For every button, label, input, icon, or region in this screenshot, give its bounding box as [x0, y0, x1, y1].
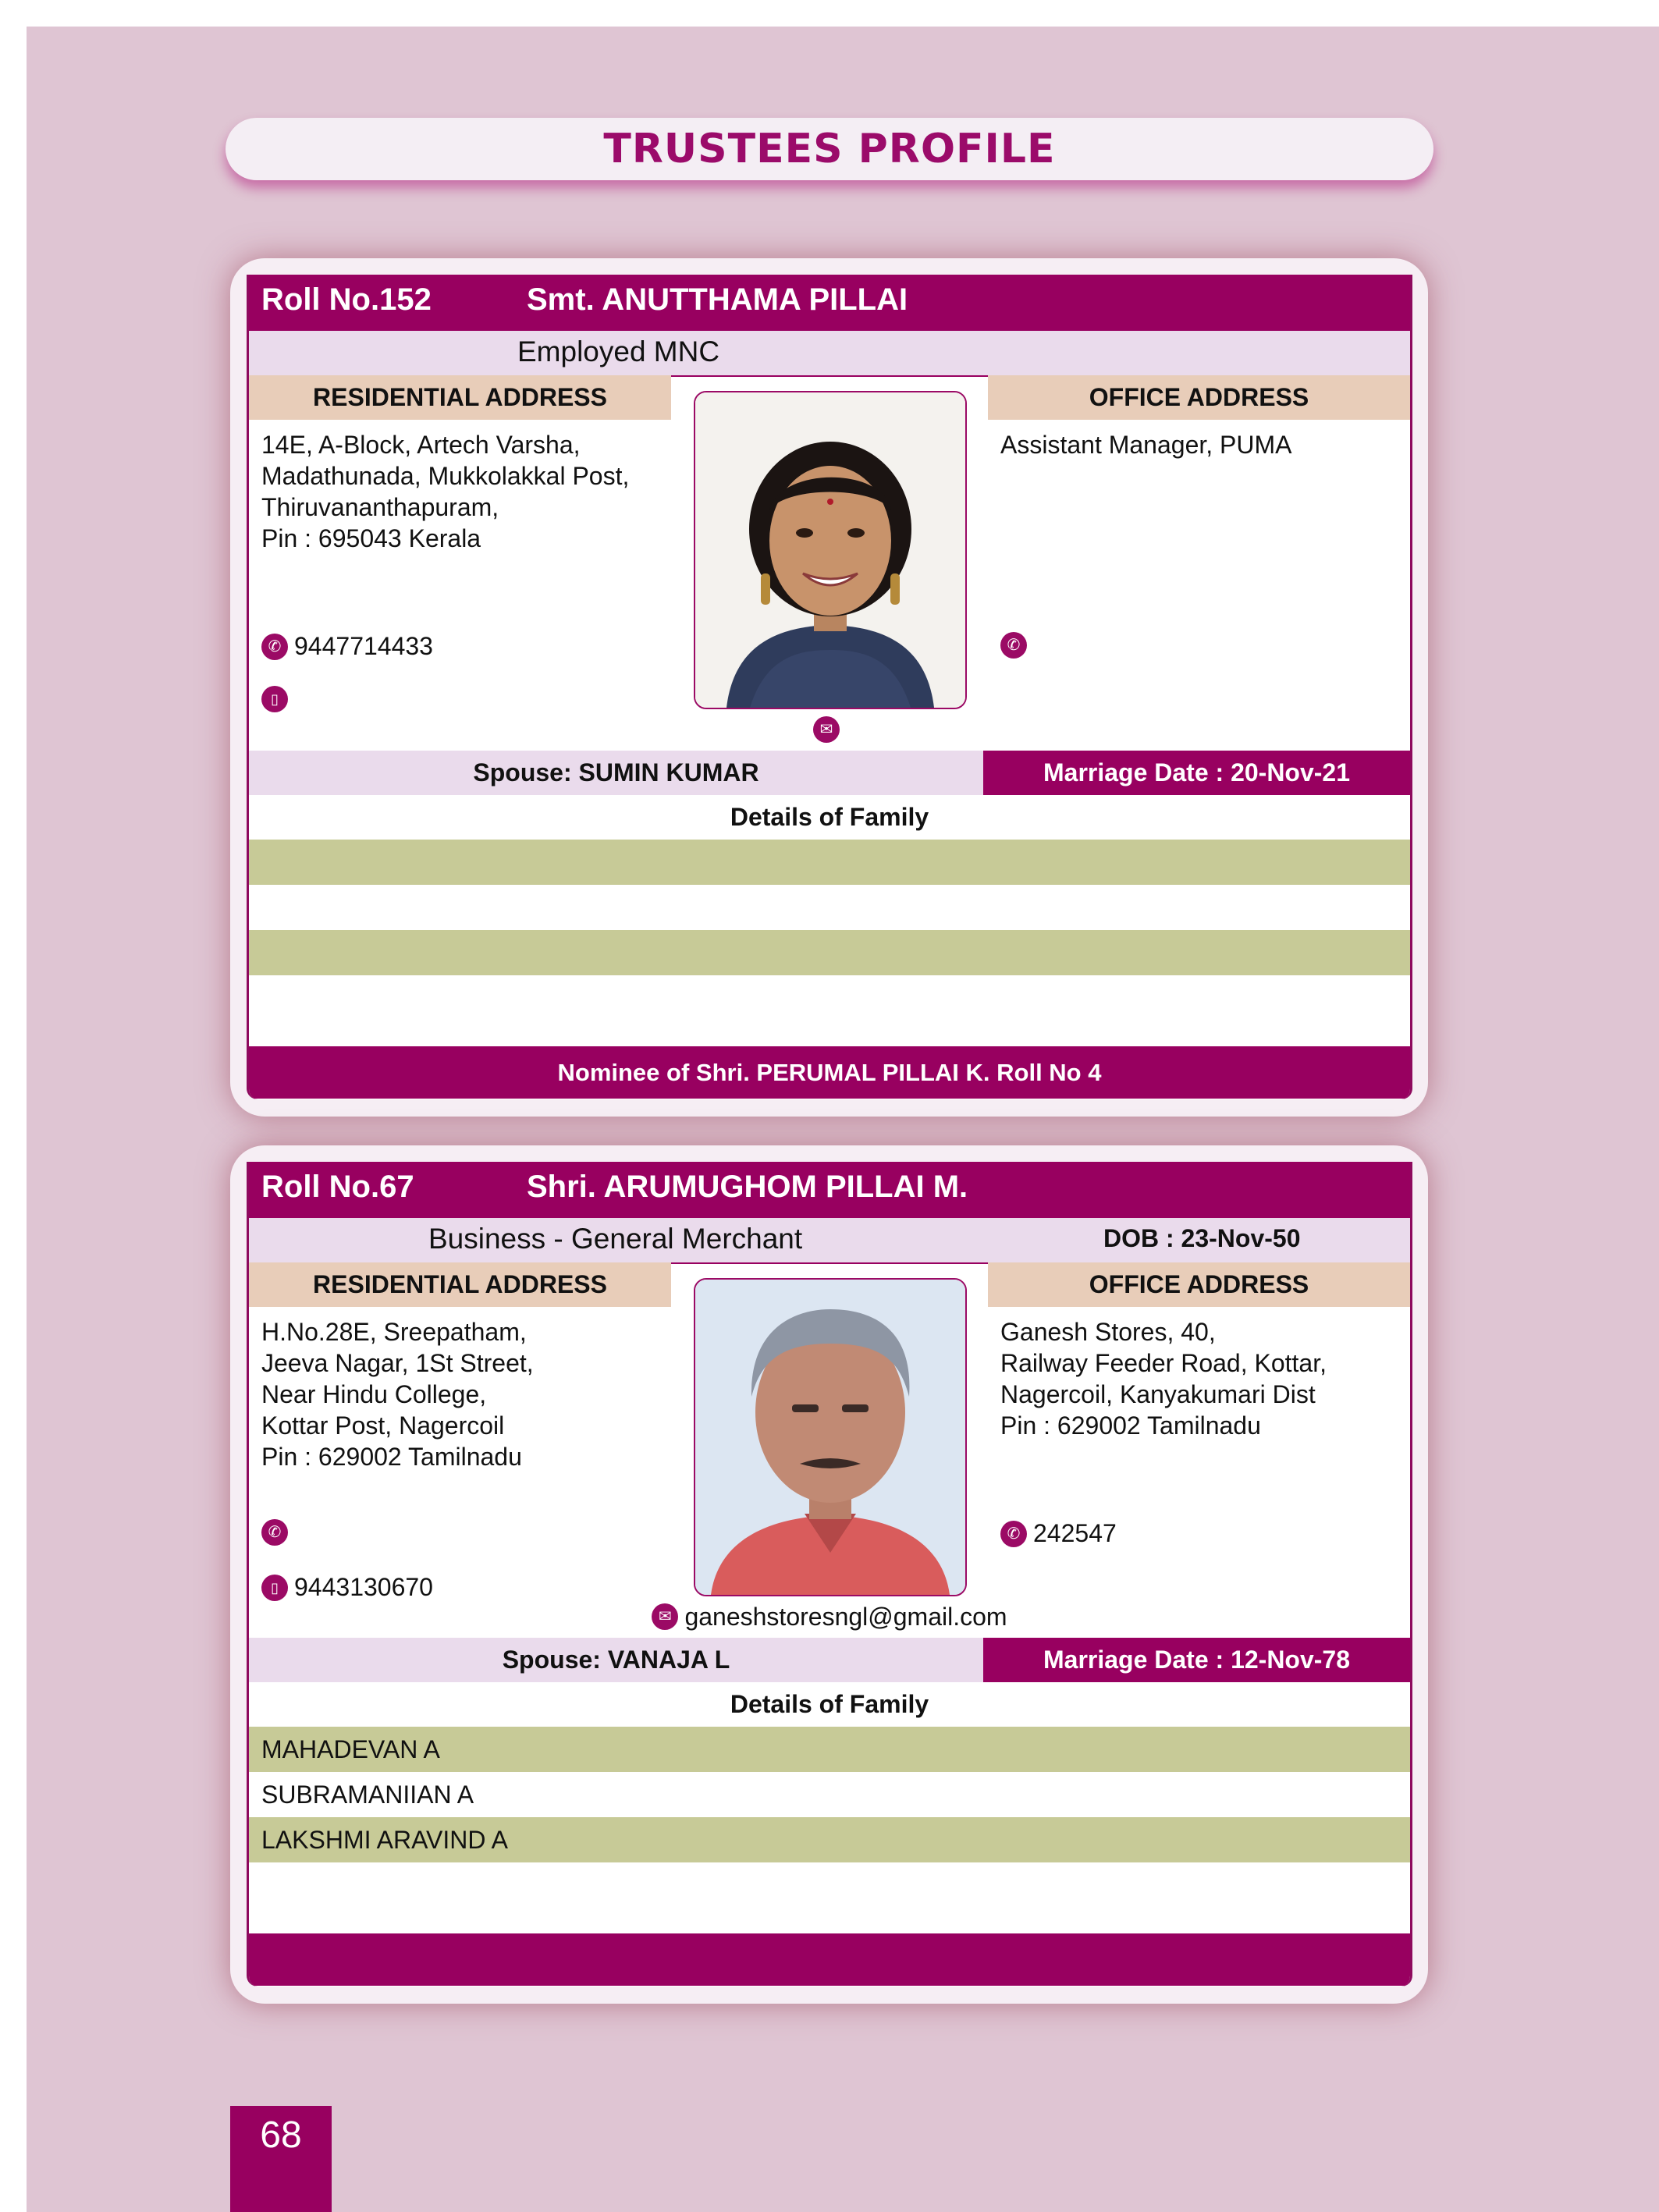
residential-phone	[261, 1519, 294, 1546]
page-number: 68	[230, 2106, 332, 2212]
residential-mobile-number: 9443130670	[294, 1573, 433, 1601]
office-address-header: OFFICE ADDRESS	[988, 375, 1410, 420]
profile-header	[249, 1162, 1410, 1218]
email-address[interactable]: ganeshstoresngl@gmail.com	[684, 1602, 1007, 1631]
office-phone-number: 242547	[1033, 1519, 1117, 1547]
occupation: Employed MNC	[517, 336, 720, 367]
email-row	[249, 710, 1410, 749]
trustee-name: Smt. ANUTTHAMA PILLAI	[527, 282, 908, 317]
spouse-name: Spouse: VANAJA L	[249, 1638, 983, 1682]
nominee-footer	[249, 1933, 1410, 1986]
phone-icon: ✆	[1000, 1521, 1027, 1547]
mobile-icon: ▯	[261, 686, 288, 712]
page-title-banner	[226, 118, 1433, 180]
residential-address: H.No.28E, Sreepatham, Jeeva Nagar, 1St Street, Near Hindu College, Kottar Post, Nagercoil Pin : 629002 Tamilnadu	[261, 1318, 534, 1471]
residential-phone-number: 9447714433	[294, 632, 433, 660]
family-details-title: Details of Family	[730, 1690, 929, 1718]
family-member-row	[249, 885, 1410, 930]
trustee-photo	[694, 391, 967, 709]
residential-address: 14E, A-Block, Artech Varsha, Madathunada, Mukkolakkal Post, Thiruvananthapuram, Pin : 695043 Kerala	[261, 431, 630, 552]
envelope-icon: ✉	[652, 1603, 678, 1630]
nominee-footer: Nominee of Shri. PERUMAL PILLAI K. Roll No 4	[249, 1046, 1410, 1099]
family-member-row: LAKSHMI ARAVIND A	[249, 1817, 1410, 1862]
profile-header	[249, 275, 1410, 331]
family-member-row	[249, 1862, 1410, 1908]
profile-card	[247, 275, 1412, 1099]
family-member-row: MAHADEVAN A	[249, 1727, 1410, 1772]
marriage-date: Marriage Date : 12-Nov-78	[983, 1638, 1410, 1682]
mobile-icon: ▯	[261, 1575, 288, 1601]
occupation-row	[249, 1218, 1410, 1264]
phone-icon: ✆	[261, 634, 288, 660]
family-member-row	[249, 975, 1410, 1021]
office-address-header: OFFICE ADDRESS	[988, 1262, 1410, 1307]
occupation-row	[249, 331, 1410, 377]
office-address: Assistant Manager, PUMA	[1000, 431, 1292, 459]
residential-mobile	[261, 686, 294, 712]
spouse-name: Spouse: SUMIN KUMAR	[249, 751, 983, 795]
marriage-date: Marriage Date : 20-Nov-21	[983, 751, 1410, 795]
occupation: Business - General Merchant	[428, 1223, 803, 1255]
date-of-birth: DOB : 23-Nov-50	[1103, 1224, 1301, 1252]
family-details-title: Details of Family	[730, 803, 929, 831]
family-member-row	[249, 840, 1410, 885]
office-phone	[1000, 632, 1033, 659]
office-address: Ganesh Stores, 40, Railway Feeder Road, Kottar, Nagercoil, Kanyakumari Dist Pin : 629002 Tamilnadu	[1000, 1318, 1327, 1440]
residential-address-header: RESIDENTIAL ADDRESS	[249, 1262, 671, 1307]
email-row	[249, 1597, 1410, 1636]
roll-number: Roll No.67	[261, 1170, 414, 1204]
family-member-row	[249, 930, 1410, 975]
envelope-icon: ✉	[813, 716, 840, 743]
trustee-photo	[694, 1278, 967, 1596]
phone-icon: ✆	[261, 1519, 288, 1546]
office-phone	[1000, 1519, 1117, 1548]
roll-number: Roll No.152	[261, 282, 432, 317]
residential-phone	[261, 632, 433, 661]
page-title: TRUSTEES PROFILE	[603, 126, 1056, 172]
phone-icon: ✆	[1000, 632, 1027, 659]
residential-address-header: RESIDENTIAL ADDRESS	[249, 375, 671, 420]
trustee-name: Shri. ARUMUGHOM PILLAI M.	[527, 1170, 968, 1204]
family-member-row: SUBRAMANIIAN A	[261, 1780, 474, 1809]
profile-card	[247, 1162, 1412, 1987]
